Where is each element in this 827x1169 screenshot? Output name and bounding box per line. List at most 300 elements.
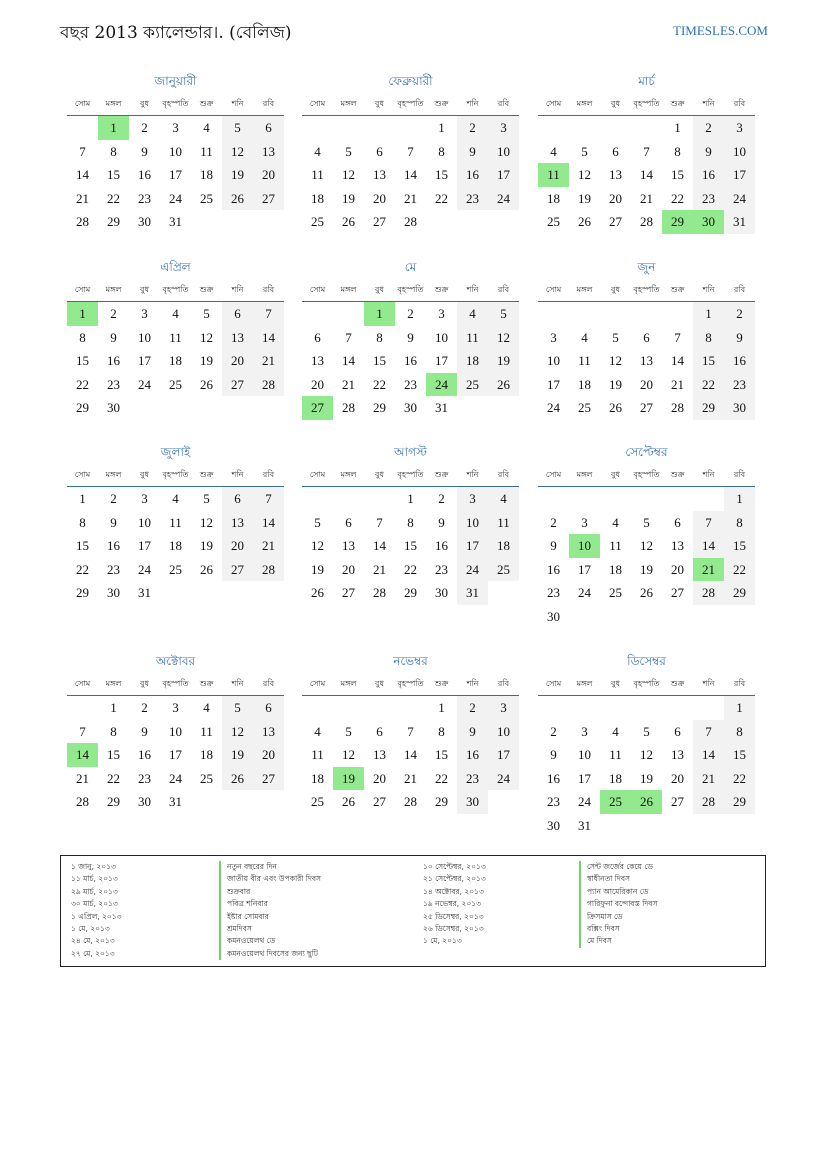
- day-cell[interactable]: 20: [609, 190, 622, 206]
- day-cell[interactable]: 11: [200, 723, 213, 739]
- day-cell[interactable]: 8: [724, 720, 755, 744]
- day-cell[interactable]: 24: [578, 794, 591, 809]
- day-cell[interactable]: 7: [693, 720, 724, 744]
- day-cell[interactable]: 8: [724, 511, 755, 535]
- day-cell[interactable]: 31: [169, 794, 182, 809]
- day-cell[interactable]: 2: [457, 116, 488, 140]
- day-cell[interactable]: 29: [76, 585, 89, 600]
- day-cell[interactable]: 3: [581, 514, 588, 530]
- day-cell[interactable]: 10: [569, 534, 600, 558]
- day-cell[interactable]: 23: [138, 190, 151, 206]
- day-cell[interactable]: 14: [671, 353, 684, 368]
- day-cell[interactable]: 8: [110, 723, 117, 739]
- day-cell[interactable]: 12: [200, 514, 213, 530]
- day-cell[interactable]: 6: [222, 302, 253, 326]
- day-cell[interactable]: 2: [141, 700, 148, 715]
- day-cell[interactable]: 17: [138, 538, 151, 553]
- day-cell[interactable]: 4: [581, 329, 588, 345]
- day-cell[interactable]: 28: [76, 794, 89, 809]
- day-cell[interactable]: 2: [550, 514, 557, 530]
- day-cell[interactable]: 15: [724, 743, 755, 767]
- day-cell[interactable]: 14: [76, 167, 89, 182]
- day-cell[interactable]: 28: [404, 794, 417, 809]
- day-cell[interactable]: 30: [547, 817, 560, 833]
- day-cell[interactable]: 5: [345, 143, 352, 159]
- day-cell[interactable]: 2: [141, 120, 148, 135]
- day-cell[interactable]: 12: [342, 167, 355, 182]
- day-cell[interactable]: 19: [222, 163, 253, 187]
- day-cell[interactable]: 6: [222, 487, 253, 511]
- day-cell[interactable]: 1: [79, 491, 86, 506]
- day-cell[interactable]: 9: [141, 143, 148, 159]
- day-cell[interactable]: 22: [724, 558, 755, 582]
- day-cell[interactable]: 28: [76, 214, 89, 229]
- day-cell[interactable]: 1: [67, 302, 98, 326]
- day-cell[interactable]: 26: [342, 214, 355, 229]
- day-cell[interactable]: 22: [693, 373, 724, 397]
- day-cell[interactable]: 17: [724, 163, 755, 187]
- day-cell[interactable]: 5: [612, 329, 619, 345]
- day-cell[interactable]: 12: [609, 353, 622, 368]
- day-cell[interactable]: 22: [107, 190, 120, 206]
- day-cell[interactable]: 13: [609, 167, 622, 182]
- day-cell[interactable]: 15: [435, 167, 448, 182]
- day-cell[interactable]: 13: [671, 538, 684, 553]
- day-cell[interactable]: 18: [578, 376, 591, 392]
- day-cell[interactable]: 4: [612, 723, 619, 739]
- day-cell[interactable]: 6: [253, 116, 284, 140]
- day-cell[interactable]: 20: [222, 349, 253, 373]
- day-cell[interactable]: 18: [200, 747, 213, 762]
- day-cell[interactable]: 27: [671, 794, 684, 809]
- day-cell[interactable]: 27: [671, 585, 684, 600]
- day-cell[interactable]: 16: [457, 163, 488, 187]
- day-cell[interactable]: 11: [200, 143, 213, 159]
- day-cell[interactable]: 16: [547, 770, 560, 786]
- day-cell[interactable]: 9: [407, 329, 414, 345]
- day-cell[interactable]: 5: [581, 143, 588, 159]
- day-cell[interactable]: 14: [67, 743, 98, 767]
- day-cell[interactable]: 4: [457, 302, 488, 326]
- day-cell[interactable]: 7: [345, 329, 352, 345]
- day-cell[interactable]: 9: [457, 140, 488, 164]
- day-cell[interactable]: 18: [609, 561, 622, 577]
- day-cell[interactable]: 18: [609, 770, 622, 786]
- day-cell[interactable]: 5: [203, 306, 210, 321]
- day-cell[interactable]: 1: [438, 120, 445, 135]
- day-cell[interactable]: 16: [457, 743, 488, 767]
- day-cell[interactable]: 7: [253, 302, 284, 326]
- day-cell[interactable]: 30: [724, 396, 755, 420]
- day-cell[interactable]: 12: [342, 747, 355, 762]
- day-cell[interactable]: 8: [674, 143, 681, 159]
- day-cell[interactable]: 18: [547, 190, 560, 206]
- day-cell[interactable]: 13: [311, 353, 324, 368]
- day-cell[interactable]: 28: [671, 400, 684, 415]
- day-cell[interactable]: 26: [311, 585, 324, 600]
- day-cell[interactable]: 10: [578, 747, 591, 762]
- day-cell[interactable]: 24: [488, 187, 519, 211]
- day-cell[interactable]: 23: [138, 770, 151, 786]
- day-cell[interactable]: 7: [643, 143, 650, 159]
- day-cell[interactable]: 16: [138, 167, 151, 182]
- day-cell[interactable]: 26: [578, 214, 591, 229]
- day-cell[interactable]: 2: [724, 302, 755, 326]
- day-cell[interactable]: 20: [311, 376, 324, 392]
- day-cell[interactable]: 9: [110, 329, 117, 345]
- day-cell[interactable]: 17: [547, 376, 560, 392]
- day-cell[interactable]: 27: [222, 373, 253, 397]
- day-cell[interactable]: 12: [200, 329, 213, 345]
- day-cell[interactable]: 29: [435, 794, 448, 809]
- day-cell[interactable]: 15: [693, 349, 724, 373]
- day-cell[interactable]: 25: [200, 190, 213, 206]
- day-cell[interactable]: 14: [693, 534, 724, 558]
- day-cell[interactable]: 13: [342, 538, 355, 553]
- day-cell[interactable]: 3: [488, 696, 519, 720]
- day-cell[interactable]: 28: [404, 214, 417, 229]
- day-cell[interactable]: 15: [724, 534, 755, 558]
- day-cell[interactable]: 22: [435, 770, 448, 786]
- day-cell[interactable]: 22: [76, 376, 89, 392]
- day-cell[interactable]: 24: [426, 373, 457, 397]
- day-cell[interactable]: 3: [141, 491, 148, 506]
- day-cell[interactable]: 29: [724, 790, 755, 814]
- day-cell[interactable]: 8: [438, 723, 445, 739]
- day-cell[interactable]: 5: [345, 723, 352, 739]
- day-cell[interactable]: 13: [222, 511, 253, 535]
- day-cell[interactable]: 21: [253, 534, 284, 558]
- day-cell[interactable]: 22: [724, 767, 755, 791]
- day-cell[interactable]: 30: [138, 214, 151, 229]
- day-cell[interactable]: 10: [488, 720, 519, 744]
- day-cell[interactable]: 21: [693, 767, 724, 791]
- day-cell[interactable]: 23: [107, 561, 120, 577]
- day-cell[interactable]: 5: [314, 514, 321, 530]
- day-cell[interactable]: 28: [640, 214, 653, 229]
- day-cell[interactable]: 25: [169, 376, 182, 392]
- day-cell[interactable]: 1: [724, 696, 755, 720]
- day-cell[interactable]: 31: [138, 585, 151, 600]
- day-cell[interactable]: 22: [107, 770, 120, 786]
- day-cell[interactable]: 22: [435, 190, 448, 206]
- day-cell[interactable]: 26: [222, 187, 253, 211]
- day-cell[interactable]: 13: [671, 747, 684, 762]
- day-cell[interactable]: 16: [404, 353, 417, 368]
- day-cell[interactable]: 9: [457, 720, 488, 744]
- day-cell[interactable]: 17: [578, 770, 591, 786]
- day-cell[interactable]: 13: [253, 720, 284, 744]
- day-cell[interactable]: 18: [457, 349, 488, 373]
- day-cell[interactable]: 27: [373, 214, 386, 229]
- day-cell[interactable]: 27: [609, 214, 622, 229]
- day-cell[interactable]: 14: [373, 538, 386, 553]
- day-cell[interactable]: 5: [203, 491, 210, 506]
- day-cell[interactable]: 1: [364, 302, 395, 326]
- day-cell[interactable]: 1: [438, 700, 445, 715]
- day-cell[interactable]: 20: [373, 770, 386, 786]
- day-cell[interactable]: 7: [674, 329, 681, 345]
- day-cell[interactable]: 3: [438, 306, 445, 321]
- day-cell[interactable]: 2: [693, 116, 724, 140]
- day-cell[interactable]: 2: [457, 696, 488, 720]
- day-cell[interactable]: 15: [76, 353, 89, 368]
- day-cell[interactable]: 27: [253, 767, 284, 791]
- day-cell[interactable]: 25: [311, 214, 324, 229]
- day-cell[interactable]: 29: [76, 400, 89, 415]
- day-cell[interactable]: 23: [457, 767, 488, 791]
- day-cell[interactable]: 23: [457, 187, 488, 211]
- day-cell[interactable]: 31: [724, 210, 755, 234]
- day-cell[interactable]: 30: [107, 585, 120, 600]
- day-cell[interactable]: 17: [488, 743, 519, 767]
- day-cell[interactable]: 31: [457, 581, 488, 605]
- day-cell[interactable]: 16: [724, 349, 755, 373]
- day-cell[interactable]: 4: [550, 143, 557, 159]
- day-cell[interactable]: 29: [662, 210, 693, 234]
- day-cell[interactable]: 5: [488, 302, 519, 326]
- day-cell[interactable]: 2: [438, 491, 445, 506]
- day-cell[interactable]: 3: [550, 329, 557, 345]
- day-cell[interactable]: 6: [674, 723, 681, 739]
- day-cell[interactable]: 11: [311, 167, 324, 182]
- day-cell[interactable]: 17: [578, 561, 591, 577]
- day-cell[interactable]: 27: [222, 558, 253, 582]
- day-cell[interactable]: 11: [488, 511, 519, 535]
- day-cell[interactable]: 19: [311, 561, 324, 577]
- day-cell[interactable]: 3: [457, 487, 488, 511]
- day-cell[interactable]: 6: [674, 514, 681, 530]
- day-cell[interactable]: 11: [169, 329, 182, 345]
- day-cell[interactable]: 30: [693, 210, 724, 234]
- day-cell[interactable]: 31: [169, 214, 182, 229]
- day-cell[interactable]: 13: [640, 353, 653, 368]
- day-cell[interactable]: 27: [253, 187, 284, 211]
- day-cell[interactable]: 24: [547, 400, 560, 415]
- day-cell[interactable]: 21: [693, 558, 724, 582]
- day-cell[interactable]: 16: [547, 561, 560, 577]
- day-cell[interactable]: 4: [488, 487, 519, 511]
- day-cell[interactable]: 23: [724, 373, 755, 397]
- day-cell[interactable]: 8: [79, 514, 86, 530]
- day-cell[interactable]: 14: [253, 511, 284, 535]
- day-cell[interactable]: 7: [79, 723, 86, 739]
- day-cell[interactable]: 18: [169, 353, 182, 368]
- day-cell[interactable]: 17: [138, 353, 151, 368]
- day-cell[interactable]: 3: [172, 700, 179, 715]
- day-cell[interactable]: 12: [222, 720, 253, 744]
- day-cell[interactable]: 12: [311, 538, 324, 553]
- day-cell[interactable]: 22: [76, 561, 89, 577]
- day-cell[interactable]: 14: [404, 167, 417, 182]
- day-cell[interactable]: 14: [693, 743, 724, 767]
- day-cell[interactable]: 8: [438, 143, 445, 159]
- day-cell[interactable]: 30: [435, 585, 448, 600]
- day-cell[interactable]: 24: [138, 561, 151, 577]
- day-cell[interactable]: 20: [253, 163, 284, 187]
- day-cell[interactable]: 21: [404, 770, 417, 786]
- day-cell[interactable]: 25: [457, 373, 488, 397]
- day-cell[interactable]: 11: [609, 747, 622, 762]
- day-cell[interactable]: 29: [107, 214, 120, 229]
- day-cell[interactable]: 11: [311, 747, 324, 762]
- day-cell[interactable]: 16: [138, 747, 151, 762]
- day-cell[interactable]: 25: [547, 214, 560, 229]
- day-cell[interactable]: 16: [435, 538, 448, 553]
- day-cell[interactable]: 6: [376, 723, 383, 739]
- day-cell[interactable]: 13: [222, 326, 253, 350]
- day-cell[interactable]: 27: [302, 396, 333, 420]
- day-cell[interactable]: 7: [407, 143, 414, 159]
- day-cell[interactable]: 4: [172, 491, 179, 506]
- day-cell[interactable]: 23: [547, 585, 560, 600]
- day-cell[interactable]: 10: [547, 353, 560, 368]
- day-cell[interactable]: 5: [643, 723, 650, 739]
- day-cell[interactable]: 23: [404, 376, 417, 392]
- day-cell[interactable]: 15: [107, 747, 120, 762]
- day-cell[interactable]: 20: [222, 534, 253, 558]
- day-cell[interactable]: 20: [671, 770, 684, 786]
- day-cell[interactable]: 28: [253, 373, 284, 397]
- day-cell[interactable]: 17: [488, 163, 519, 187]
- day-cell[interactable]: 10: [488, 140, 519, 164]
- day-cell[interactable]: 26: [200, 561, 213, 577]
- day-cell[interactable]: 18: [200, 167, 213, 182]
- day-cell[interactable]: 12: [222, 140, 253, 164]
- day-cell[interactable]: 15: [404, 538, 417, 553]
- day-cell[interactable]: 25: [578, 400, 591, 415]
- day-cell[interactable]: 30: [457, 790, 488, 814]
- day-cell[interactable]: 24: [138, 376, 151, 392]
- day-cell[interactable]: 11: [578, 353, 591, 368]
- day-cell[interactable]: 24: [169, 190, 182, 206]
- day-cell[interactable]: 29: [693, 396, 724, 420]
- day-cell[interactable]: 19: [488, 349, 519, 373]
- day-cell[interactable]: 21: [342, 376, 355, 392]
- day-cell[interactable]: 9: [141, 723, 148, 739]
- day-cell[interactable]: 19: [609, 376, 622, 392]
- day-cell[interactable]: 3: [172, 120, 179, 135]
- day-cell[interactable]: 1: [407, 491, 414, 506]
- day-cell[interactable]: 12: [640, 538, 653, 553]
- day-cell[interactable]: 15: [671, 167, 684, 182]
- day-cell[interactable]: 15: [107, 167, 120, 182]
- day-cell[interactable]: 10: [169, 143, 182, 159]
- day-cell[interactable]: 1: [693, 302, 724, 326]
- day-cell[interactable]: 15: [373, 353, 386, 368]
- day-cell[interactable]: 10: [457, 511, 488, 535]
- day-cell[interactable]: 24: [169, 770, 182, 786]
- day-cell[interactable]: 24: [724, 187, 755, 211]
- day-cell[interactable]: 17: [435, 353, 448, 368]
- day-cell[interactable]: 13: [373, 747, 386, 762]
- day-cell[interactable]: 7: [376, 514, 383, 530]
- day-cell[interactable]: 14: [640, 167, 653, 182]
- day-cell[interactable]: 25: [609, 585, 622, 600]
- day-cell[interactable]: 31: [578, 817, 591, 833]
- day-cell[interactable]: 19: [342, 190, 355, 206]
- day-cell[interactable]: 5: [222, 696, 253, 720]
- day-cell[interactable]: 1: [110, 700, 117, 715]
- day-cell[interactable]: 17: [169, 167, 182, 182]
- day-cell[interactable]: 6: [612, 143, 619, 159]
- day-cell[interactable]: 11: [609, 538, 622, 553]
- day-cell[interactable]: 28: [693, 581, 724, 605]
- day-cell[interactable]: 31: [435, 400, 448, 415]
- day-cell[interactable]: 3: [141, 306, 148, 321]
- day-cell[interactable]: 27: [640, 400, 653, 415]
- day-cell[interactable]: 19: [333, 767, 364, 791]
- day-cell[interactable]: 25: [488, 558, 519, 582]
- day-cell[interactable]: 22: [404, 561, 417, 577]
- day-cell[interactable]: 10: [435, 329, 448, 345]
- day-cell[interactable]: 11: [457, 326, 488, 350]
- day-cell[interactable]: 23: [547, 794, 560, 809]
- day-cell[interactable]: 8: [110, 143, 117, 159]
- day-cell[interactable]: 4: [612, 514, 619, 530]
- day-cell[interactable]: 18: [488, 534, 519, 558]
- day-cell[interactable]: 26: [222, 767, 253, 791]
- site-link[interactable]: TIMESLES.COM: [673, 23, 768, 38]
- day-cell[interactable]: 24: [488, 767, 519, 791]
- day-cell[interactable]: 28: [693, 790, 724, 814]
- day-cell[interactable]: 28: [373, 585, 386, 600]
- day-cell[interactable]: 30: [107, 400, 120, 415]
- day-cell[interactable]: 15: [76, 538, 89, 553]
- day-cell[interactable]: 26: [631, 790, 662, 814]
- day-cell[interactable]: 20: [253, 743, 284, 767]
- day-cell[interactable]: 18: [169, 538, 182, 553]
- day-cell[interactable]: 26: [342, 794, 355, 809]
- day-cell[interactable]: 13: [373, 167, 386, 182]
- day-cell[interactable]: 9: [693, 140, 724, 164]
- day-cell[interactable]: 26: [488, 373, 519, 397]
- day-cell[interactable]: 18: [311, 770, 324, 786]
- day-cell[interactable]: 14: [342, 353, 355, 368]
- day-cell[interactable]: 26: [609, 400, 622, 415]
- day-cell[interactable]: 27: [373, 794, 386, 809]
- day-cell[interactable]: 4: [203, 700, 210, 715]
- day-cell[interactable]: 21: [76, 770, 89, 786]
- day-cell[interactable]: 9: [550, 747, 557, 762]
- day-cell[interactable]: 26: [200, 376, 213, 392]
- day-cell[interactable]: 23: [693, 187, 724, 211]
- day-cell[interactable]: 1: [724, 487, 755, 511]
- day-cell[interactable]: 18: [311, 190, 324, 206]
- day-cell[interactable]: 21: [373, 561, 386, 577]
- day-cell[interactable]: 12: [488, 326, 519, 350]
- day-cell[interactable]: 8: [79, 329, 86, 345]
- day-cell[interactable]: 9: [550, 538, 557, 553]
- day-cell[interactable]: 26: [640, 585, 653, 600]
- day-cell[interactable]: 4: [203, 120, 210, 135]
- day-cell[interactable]: 9: [438, 514, 445, 530]
- day-cell[interactable]: 21: [253, 349, 284, 373]
- day-cell[interactable]: 6: [643, 329, 650, 345]
- day-cell[interactable]: 11: [538, 163, 569, 187]
- day-cell[interactable]: 20: [373, 190, 386, 206]
- day-cell[interactable]: 2: [110, 306, 117, 321]
- day-cell[interactable]: 22: [671, 190, 684, 206]
- day-cell[interactable]: 22: [373, 376, 386, 392]
- day-cell[interactable]: 6: [314, 329, 321, 345]
- day-cell[interactable]: 7: [693, 511, 724, 535]
- day-cell[interactable]: 4: [172, 306, 179, 321]
- day-cell[interactable]: 28: [253, 558, 284, 582]
- day-cell[interactable]: 25: [311, 794, 324, 809]
- day-cell[interactable]: 12: [578, 167, 591, 182]
- day-cell[interactable]: 7: [79, 143, 86, 159]
